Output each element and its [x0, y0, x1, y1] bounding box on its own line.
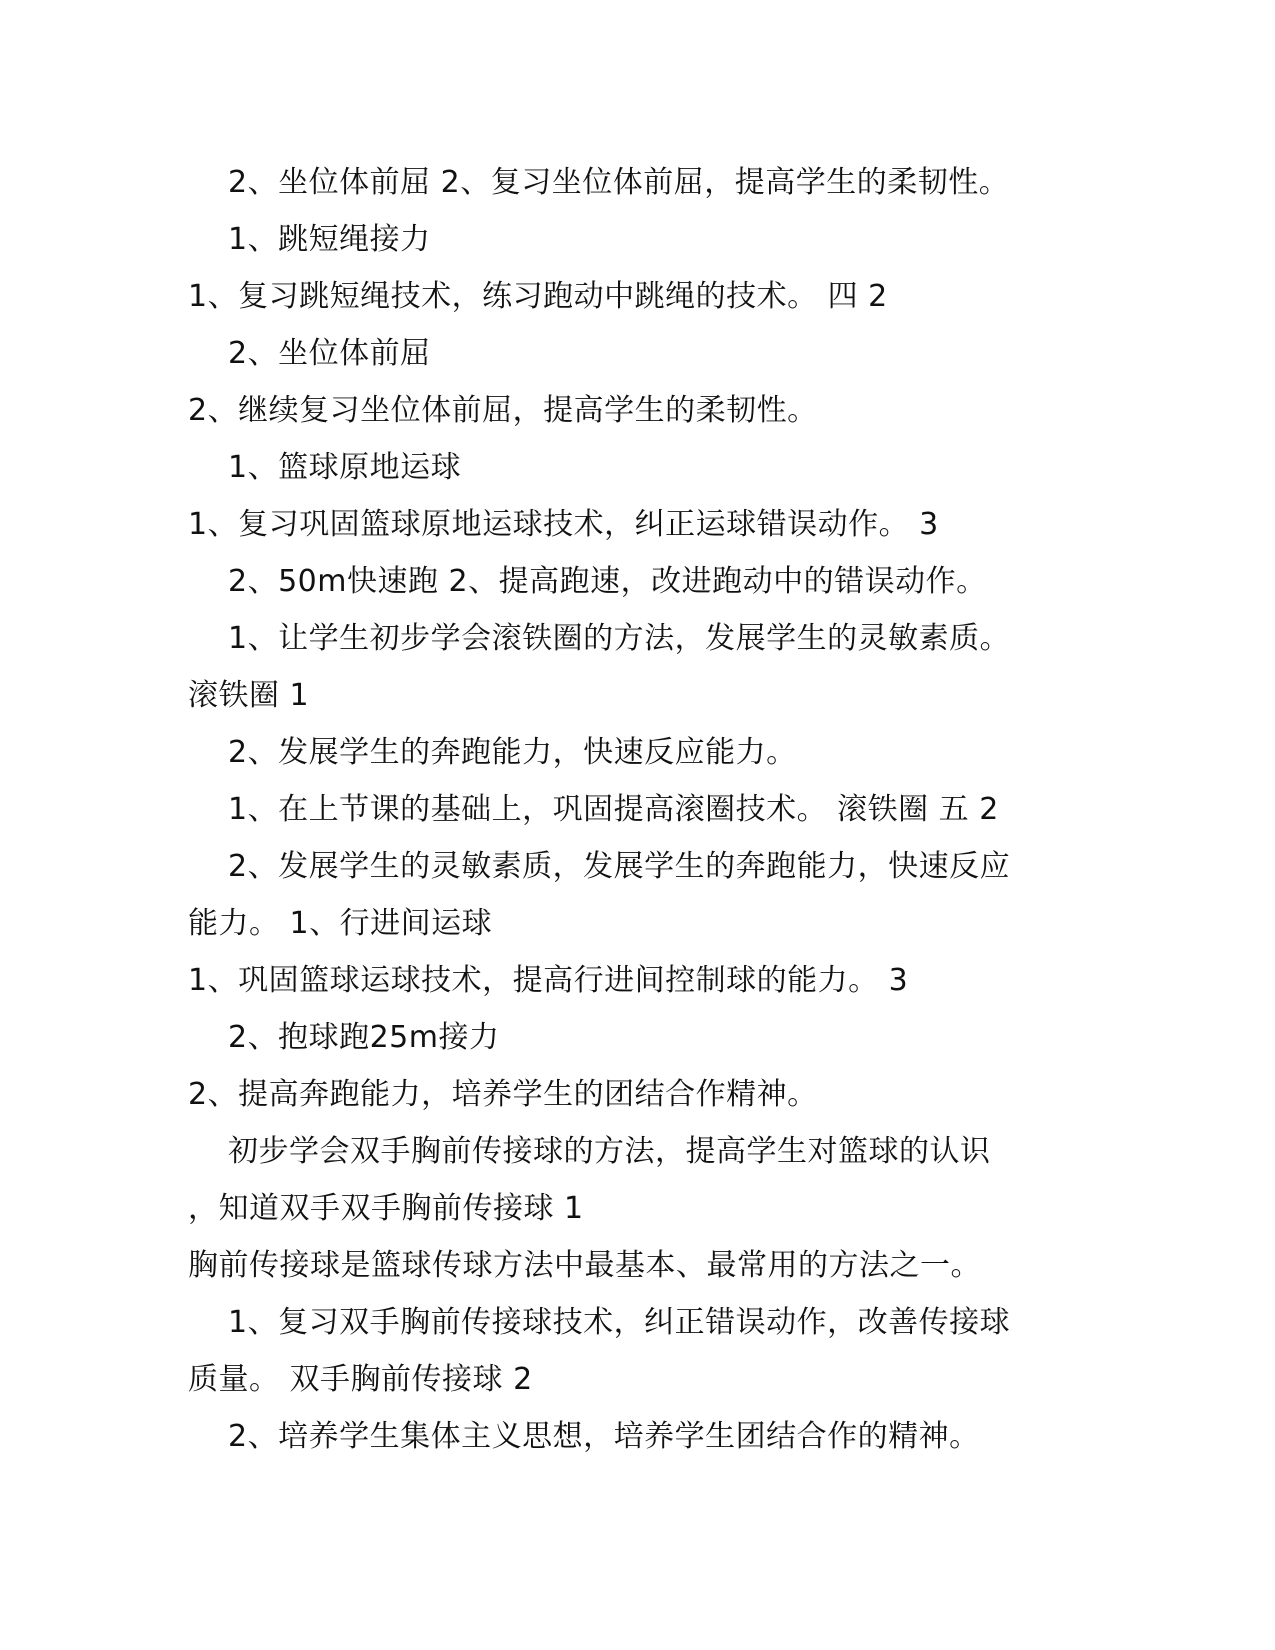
text-line: 2、抱球跑25m接力 — [228, 1020, 500, 1055]
text-line: 2、坐位体前屈 — [228, 336, 431, 371]
text-line: 初步学会双手胸前传接球的方法，提高学生对篮球的认识 — [228, 1134, 991, 1169]
text-line: 1、让学生初步学会滚铁圈的方法，发展学生的灵敏素质。 — [228, 621, 1011, 656]
text-line: 1、巩固篮球运球技术，提高行进间控制球的能力。 3 — [188, 963, 909, 998]
text-line: 1、复习跳短绳技术，练习跑动中跳绳的技术。 四 2 — [188, 279, 888, 314]
text-line: 2、50m快速跑 2、提高跑速，改进跑动中的错误动作。 — [228, 564, 987, 599]
document-body — [188, 154, 1088, 1465]
text-line: 能力。 1、行进间运球 — [188, 906, 493, 941]
text-line: 2、坐位体前屈 2、复习坐位体前屈，提高学生的柔韧性。 — [228, 165, 1010, 200]
text-line: 1、篮球原地运球 — [228, 450, 462, 485]
text-line: 2、提高奔跑能力，培养学生的团结合作精神。 — [188, 1077, 818, 1112]
text-line: ，知道双手双手胸前传接球 1 — [188, 1191, 584, 1226]
text-line: 2、培养学生集体主义思想，培养学生团结合作的精神。 — [228, 1419, 980, 1454]
text-line: 1、跳短绳接力 — [228, 222, 431, 257]
text-line: 胸前传接球是篮球传球方法中最基本、最常用的方法之一。 — [188, 1248, 981, 1283]
text-line: 2、继续复习坐位体前屈，提高学生的柔韧性。 — [188, 393, 818, 428]
text-line: 1、在上节课的基础上，巩固提高滚圈技术。 滚铁圈 五 2 — [228, 792, 999, 827]
text-line: 1、复习巩固篮球原地运球技术，纠正运球错误动作。 3 — [188, 507, 939, 542]
text-line: 2、发展学生的奔跑能力，快速反应能力。 — [228, 735, 797, 770]
text-line: 滚铁圈 1 — [188, 678, 310, 713]
text-line: 1、复习双手胸前传接球技术，纠正错误动作，改善传接球 — [228, 1305, 1011, 1340]
text-line: 质量。 双手胸前传接球 2 — [188, 1362, 533, 1397]
text-line: 2、发展学生的灵敏素质，发展学生的奔跑能力，快速反应 — [228, 849, 1011, 884]
